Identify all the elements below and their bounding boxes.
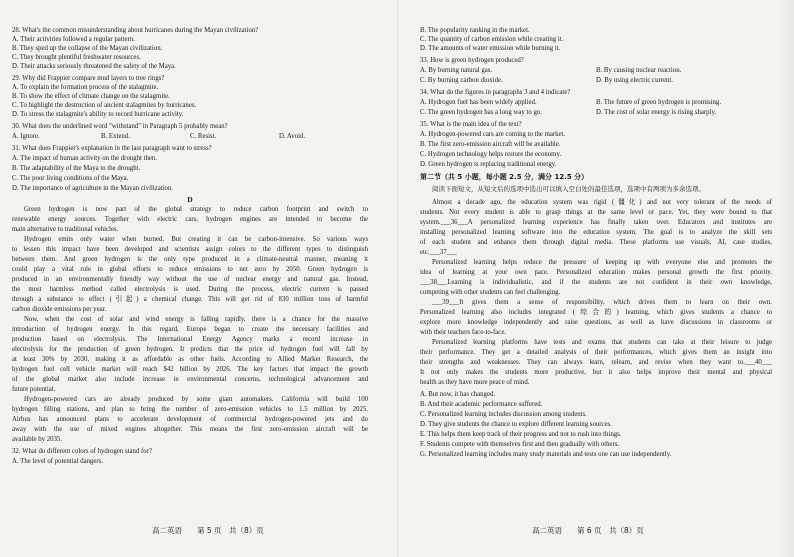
passage-d-line: Now, when the cost of solar and wind energy is falling rapidly, there is a chance for the massive bbox=[24, 316, 368, 323]
q35-option-d: D. Green hydrogen is replacing traditional energy. bbox=[420, 161, 557, 168]
passage-d-line: future potential. bbox=[12, 386, 56, 393]
passage-d-line: Airbus has announced plans to accelerate development of commercial hydrogen-powered jets and do bbox=[12, 416, 368, 423]
passage-line: their performance. They get a detailed analysis of their performances, which gives them an insight into bbox=[420, 349, 772, 356]
q33-option-a: A. By burning natural gas. bbox=[420, 67, 493, 74]
q30-option-b: B. Extend. bbox=[101, 133, 130, 140]
q31-option-d: D. The importance of agriculture in the Mayan civilization. bbox=[12, 185, 174, 192]
passage-line: competing with other students can feel challenging. bbox=[420, 289, 561, 296]
passage-d-line: of the global market also include increase in environmental concerns, technological advancement and bbox=[12, 376, 368, 383]
q30-option-c: C. Resist. bbox=[190, 133, 217, 140]
passage-line: installing personalized learning software into the education system. The goal is to analyze the skill sets bbox=[420, 229, 772, 236]
passage-d-line: through a substance to effect (引起) a chemical change. This will get rid of 830 million tons of harmful bbox=[12, 296, 368, 303]
passage-line: etc.___37___ bbox=[420, 249, 457, 256]
q28-option-a: A. Their activities followed a regular pattern. bbox=[12, 36, 135, 43]
question-30-stem: 30. What does the underlined word "withstand" in Paragraph 5 probably mean? bbox=[12, 123, 228, 130]
passage-line: students. Not every student is able to grasp things at the same level or pace. Yet, they were bound to that bbox=[420, 209, 772, 216]
section-2-title: 第二节（共 5 小题，每小题 2.5 分，满分 12.5 分） bbox=[420, 173, 589, 181]
q29-option-a: A. To explain the formation process of the stalagmite. bbox=[12, 84, 159, 91]
passage-line: It not only makes the students more productive, but it also helps improve their mental and physical bbox=[420, 369, 772, 376]
question-34-stem: 34. What do the figures in paragraphs 3 and 4 indicate? bbox=[420, 89, 571, 96]
q32-option-b: B. The popularity ranking in the market. bbox=[420, 27, 530, 34]
q34-option-c: C. The green hydrogen has a long way to go. bbox=[420, 109, 543, 116]
passage-d-line: available by 2035. bbox=[12, 436, 63, 443]
q30-option-a: A. Ignore. bbox=[12, 133, 40, 140]
question-32-stem: 32. What do different colors of hydrogen stand for? bbox=[12, 448, 152, 455]
q33-option-b: B. By causing nuclear reaction. bbox=[596, 67, 682, 74]
passage-line: with their teachers face-to-face. bbox=[420, 329, 507, 336]
choice-d: D. They give students the chance to explore different learning sources. bbox=[420, 421, 612, 428]
passage-line: explore more knowledge independently and raise questions, as well as have discussions in classrooms or bbox=[420, 319, 772, 326]
q29-option-c: C. To highlight the destruction of ancient stalagmites by hurricanes. bbox=[12, 102, 197, 109]
choice-b: B. And their academic performance suffered. bbox=[420, 401, 543, 408]
passage-line: Almost a decade ago, the education system was rigid (僵化) and not very tolerant of the needs of bbox=[432, 199, 772, 206]
right-page-footer: 高二英语 第 6 页 共（8）页 bbox=[532, 526, 644, 535]
passage-d-line: hydrogen filling stations, and plan to bring the number of zero-emission vehicles to 1.5 million by 2025. bbox=[12, 406, 368, 413]
q33-option-d: D. By using electric current. bbox=[596, 77, 674, 84]
passage-line: idea of learning at your own pace. Personalized education makes personal growth the first priority. bbox=[420, 269, 772, 276]
question-35-stem: 35. What is the main idea of the text? bbox=[420, 121, 522, 128]
q28-option-d: D. Their attacks seriously threatened the safety of the Maya. bbox=[12, 63, 176, 70]
passage-line: health as they have more peace of mind. bbox=[420, 379, 530, 386]
q29-option-b: B. To show the effect of climate change on the stalagmite. bbox=[12, 93, 170, 100]
passage-d-line: Hydrogen-powered cars are already produced by some giant automakers. California will build 100 bbox=[24, 396, 368, 403]
passage-d-line: away with the use of mixed engines altogether. This means the first zero-emission aircraft will be bbox=[12, 426, 368, 433]
page-edge-shadow bbox=[780, 0, 794, 557]
page-fold bbox=[397, 0, 398, 557]
q34-options-row2 bbox=[420, 109, 772, 117]
q33-options-row1 bbox=[420, 67, 772, 75]
choice-f: F. Students compete with themselves first and then gradually with others. bbox=[420, 441, 620, 448]
q28-option-b: B. They sped up the collapse of the Mayan civilization. bbox=[12, 45, 163, 52]
q35-option-c: C. Hydrogen technology helps restore the economy. bbox=[420, 151, 562, 158]
question-28-stem: 28. What's the common misunderstanding about hurricanes during the Mayan civilization? bbox=[12, 27, 259, 34]
q34-options-row1 bbox=[420, 99, 772, 107]
passage-d-line: electrolysis for the production of green hydrogen. It predicts that the price of hydrogen fuel will fall by bbox=[12, 346, 368, 353]
section-2-instructions: 阅读下面短文，从短文后的选项中选出可以填入空白处的最佳选项，选项中有两项为多余选项。 bbox=[432, 185, 705, 193]
passage-d-line: to lessen this impact have been developed and scientists assign colors to the different types to distinguish bbox=[12, 246, 368, 253]
passage-line: Personalized learning also includes integrated (综合的) learning, which gives students a chance to bbox=[420, 309, 772, 316]
question-29-stem: 29. Why did Frappier compare mud layers to tree rings? bbox=[12, 75, 165, 82]
q35-option-a: A. Hydrogen-powered cars are coming to the market. bbox=[420, 131, 566, 138]
q33-option-c: C. By burning carbon dioxide. bbox=[420, 77, 503, 84]
choice-a: A. But now, it has changed. bbox=[420, 391, 496, 398]
passage-line: ___39___It gives them a sense of responsibility, which drives them to learn on their own. bbox=[432, 299, 772, 306]
section-d-heading: D bbox=[187, 195, 193, 204]
q33-options-row2 bbox=[420, 77, 772, 85]
q30-options bbox=[12, 133, 368, 141]
q32-option-a: A. The level of potential dangers. bbox=[12, 458, 104, 465]
passage-d-line: at least 30% by 2030, making it as affordable as other fuels. According to Allied Market Research, the bbox=[12, 356, 368, 363]
q28-option-c: C. They brought plentiful freshwater resources. bbox=[12, 54, 141, 61]
passage-d-line: hydrogen fuel cell vehicle market will reach $42 billion by 2026. The key factors that impact the growth bbox=[12, 366, 368, 373]
passage-d-line: Green hydrogen is now part of the global strategy to reduce carbon footprint and switch to bbox=[24, 206, 368, 213]
passage-d-line: produced in an environmentally friendly way without the use of nuclear energy and natural gas. Instead, bbox=[12, 276, 368, 283]
choice-c: C. Personalized learning includes discussion among students. bbox=[420, 411, 587, 418]
question-33-stem: 33. How is green hydrogen produced? bbox=[420, 57, 524, 64]
q32-option-d: D. The amounts of water emission while burning it. bbox=[420, 45, 561, 52]
q34-option-d: D. The cost of solar energy is rising sharply. bbox=[596, 109, 717, 116]
passage-d-line: renewable energy sources. Together with electric cars, hydrogen engines are intended to become the bbox=[12, 216, 368, 223]
q32-option-c: C. The quantity of carbon emission while creating it. bbox=[420, 36, 564, 43]
q31-option-a: A. The impact of human activity on the drought then. bbox=[12, 155, 158, 162]
passage-d-line: between them. And green hydrogen is the only type produced in a climate-neutral manner, meaning it bbox=[12, 256, 368, 263]
passage-d-line: the most harmless method called electrolysis is used. During the process, electric current is passed bbox=[12, 286, 368, 293]
left-page-footer: 高二英语 第 5 页 共（8）页 bbox=[152, 526, 264, 535]
q29-option-d: D. To stress the stalagmite's ability to record hurricane activity. bbox=[12, 111, 184, 118]
choice-g: G. Personalized learning includes many study materials and tests one can use independently. bbox=[420, 451, 672, 458]
choice-e: E. This helps them keep track of their progress and not to rush into things. bbox=[420, 431, 622, 438]
q31-option-b: B. The adaptability of the Maya to the drought. bbox=[12, 165, 141, 172]
passage-d-line: carbon dioxide emissions per year. bbox=[12, 306, 107, 313]
q31-option-c: C. The poor living conditions of the Maya. bbox=[12, 175, 129, 182]
passage-d-line: could play a vital role in global efforts to reduce emissions to net zero by 2050. Green hydrogen is bbox=[12, 266, 368, 273]
q35-option-b: B. The first zero-emission aircraft will be available. bbox=[420, 141, 561, 148]
passage-d-line: main alternative to traditional vehicles. bbox=[12, 226, 119, 233]
passage-d-line: introduction of hydrogen energy. In this regard, Europe began to create the necessary facilities and bbox=[12, 326, 368, 333]
passage-line: Personalized learning platforms have tests and exams that students can take at their leisure to judge bbox=[432, 339, 772, 346]
passage-d-line: production based on electrolysis. The International Energy Agency marks a record increase in bbox=[12, 336, 368, 343]
passage-line: their strengths and weaknesses. They can always learn, relearn, and revise when they want to.___40___ bbox=[420, 359, 772, 366]
q34-option-a: A. Hydrogen fuel has been widely applied. bbox=[420, 99, 537, 106]
passage-line: ___38___Learning is individualistic, and if the students are not confident in their own knowledge, bbox=[420, 279, 772, 286]
passage-line: Personalized learning helps reduce the pressure of keeping up with everyone else and promotes the bbox=[432, 259, 772, 266]
passage-line: system.___36___A personalized learning experience has finally taken over. Educators and institutes are bbox=[420, 219, 772, 226]
passage-d-line: Hydrogen emits only water when burned. But creating it can be carbon-intensive. So various ways bbox=[24, 236, 368, 243]
q30-option-d: D. Avoid. bbox=[279, 133, 306, 140]
q34-option-b: B. The future of green hydrogen is promising. bbox=[596, 99, 722, 106]
passage-line: of each student and enhance them through digital media. These platforms use visuals, AI, case studies, bbox=[420, 239, 772, 246]
question-31-stem: 31. What does Frappier's explanation in the last paragraph want to stress? bbox=[12, 145, 212, 152]
